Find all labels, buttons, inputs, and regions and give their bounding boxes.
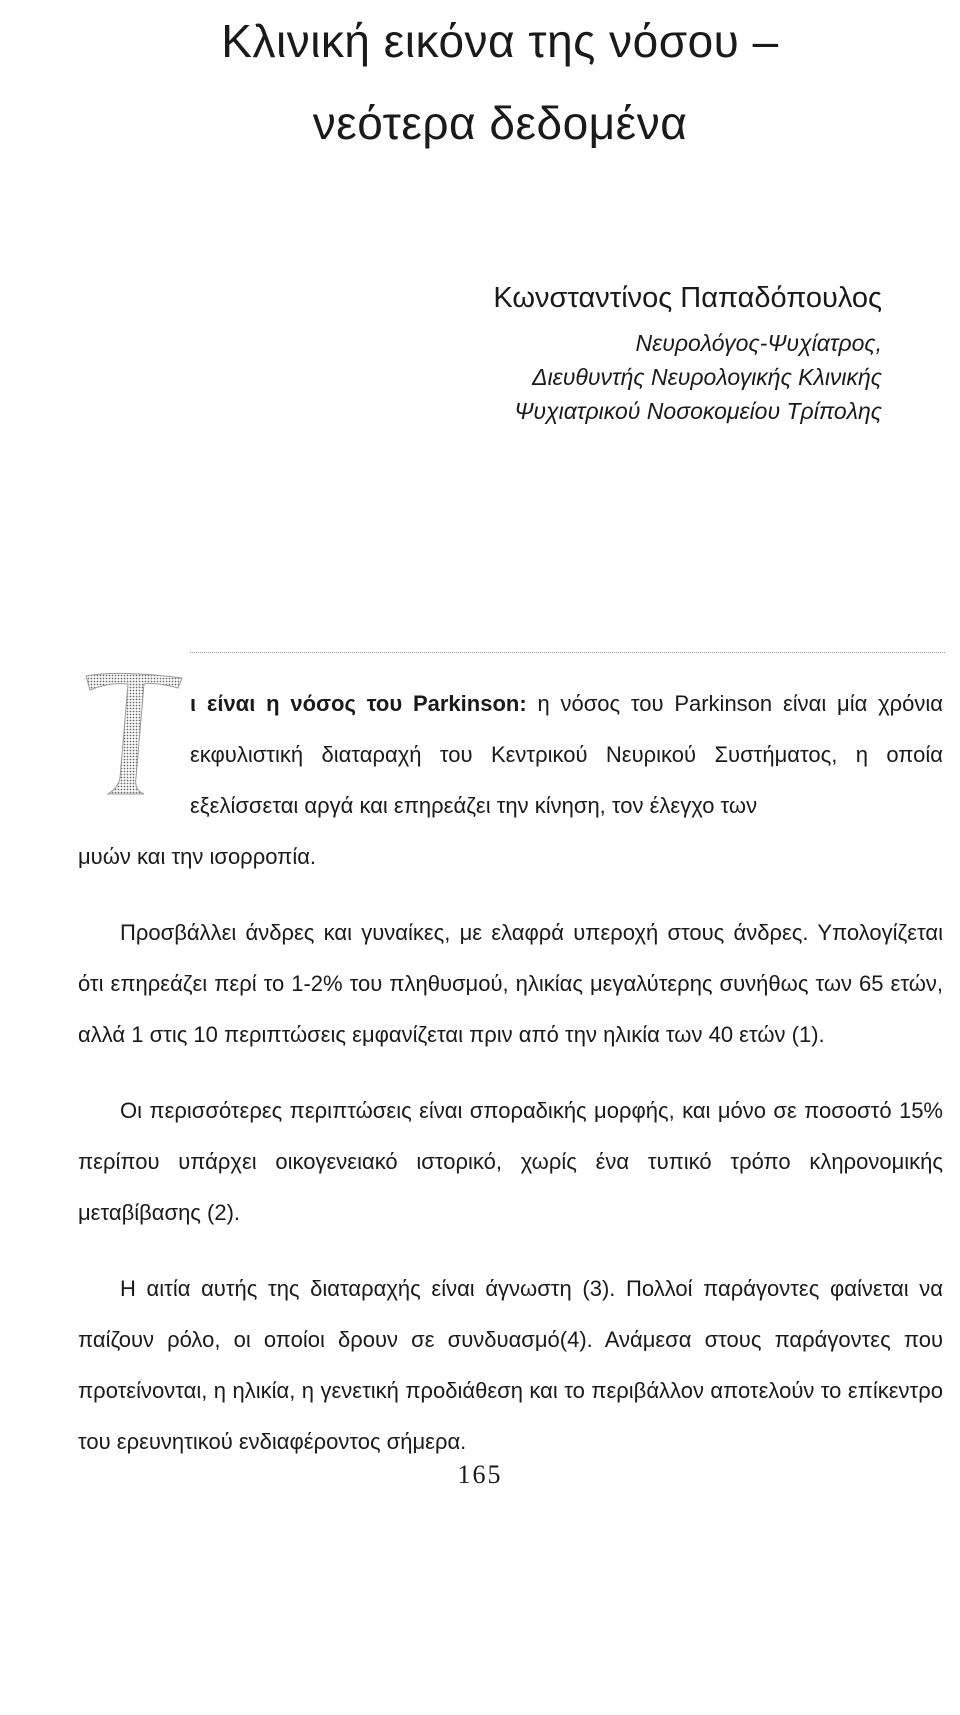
- intro-first-lines: [78, 678, 943, 831]
- title-line-2: νεότερα δεδομένα: [312, 97, 688, 149]
- author-affiliation-line-3: Ψυχιατρικού Νοσοκομείου Τρίπολης: [514, 398, 882, 424]
- author-affiliation-line-1: Νευρολόγος-Ψυχίατρος,: [635, 330, 882, 356]
- intro-paragraph: [78, 678, 943, 882]
- author-name: Κωνσταντίνος Παπαδόπουλος: [493, 282, 882, 314]
- author-affiliation-line-2: Διευθυντής Νευρολογικής Κλινικής: [532, 364, 882, 390]
- article-body: [78, 678, 943, 1467]
- paragraph-cause: Η αιτία αυτής της διαταραχής είναι άγνωστη (3). Πολλοί παράγοντες φαίνεται να παίζουν ρόλο, οι οποίοι δρουν σε συνδυασμό(4). Ανάμεσα στους παράγοντες που προτείνονται, η ηλικία, η γενετική προδιάθεση και το περιβάλλον αποτελούν το επίκεντρο του ερευνητικού ενδιαφέροντος σήμερα.: [78, 1276, 943, 1454]
- title-line-1: Κλινική εικόνα της νόσου –: [221, 15, 779, 67]
- page-number: 165: [457, 1460, 503, 1489]
- intro-text-part-2: μυών και την ισορροπία.: [78, 844, 317, 869]
- intro-lead: ι είναι η νόσος του Parkinson:: [190, 691, 527, 716]
- author-block: [493, 278, 882, 428]
- paragraph-epidemiology: Προσβάλλει άνδρες και γυναίκες, με ελαφρά υπεροχή στους άνδρες. Υπολογίζεται ότι επηρεάζει περί το 1-2% του πληθυσμού, ηλικίας μεγαλύτερης συνήθως των 65 ετών, αλλά 1 στις 10 περιπτώσεις εμφανίζεται πριν από την ηλικία των 40 ετών (1).: [78, 920, 943, 1047]
- drop-cap-text: T: [78, 668, 79, 669]
- article-title: [150, 0, 850, 164]
- paragraph-sporadic: Οι περισσότερες περιπτώσεις είναι σποραδικής μορφής, και μόνο σε ποσοστό 15% περίπου υπάρχει οικογενειακό ιστορικό, χωρίς ένα τυπικό τρόπο κληρονομικής μεταβίβασης (2).: [78, 1098, 943, 1225]
- section-divider: [190, 652, 945, 653]
- intro-text-part-1: η νόσος του Parkinson είναι μία χρόνια εκφυλιστική διαταραχή του Κεντρικού Νευρικού Συστήματος, η οποία εξελίσσεται αργά και επηρεάζει την κίνηση, τον έλεγχο των: [190, 691, 943, 818]
